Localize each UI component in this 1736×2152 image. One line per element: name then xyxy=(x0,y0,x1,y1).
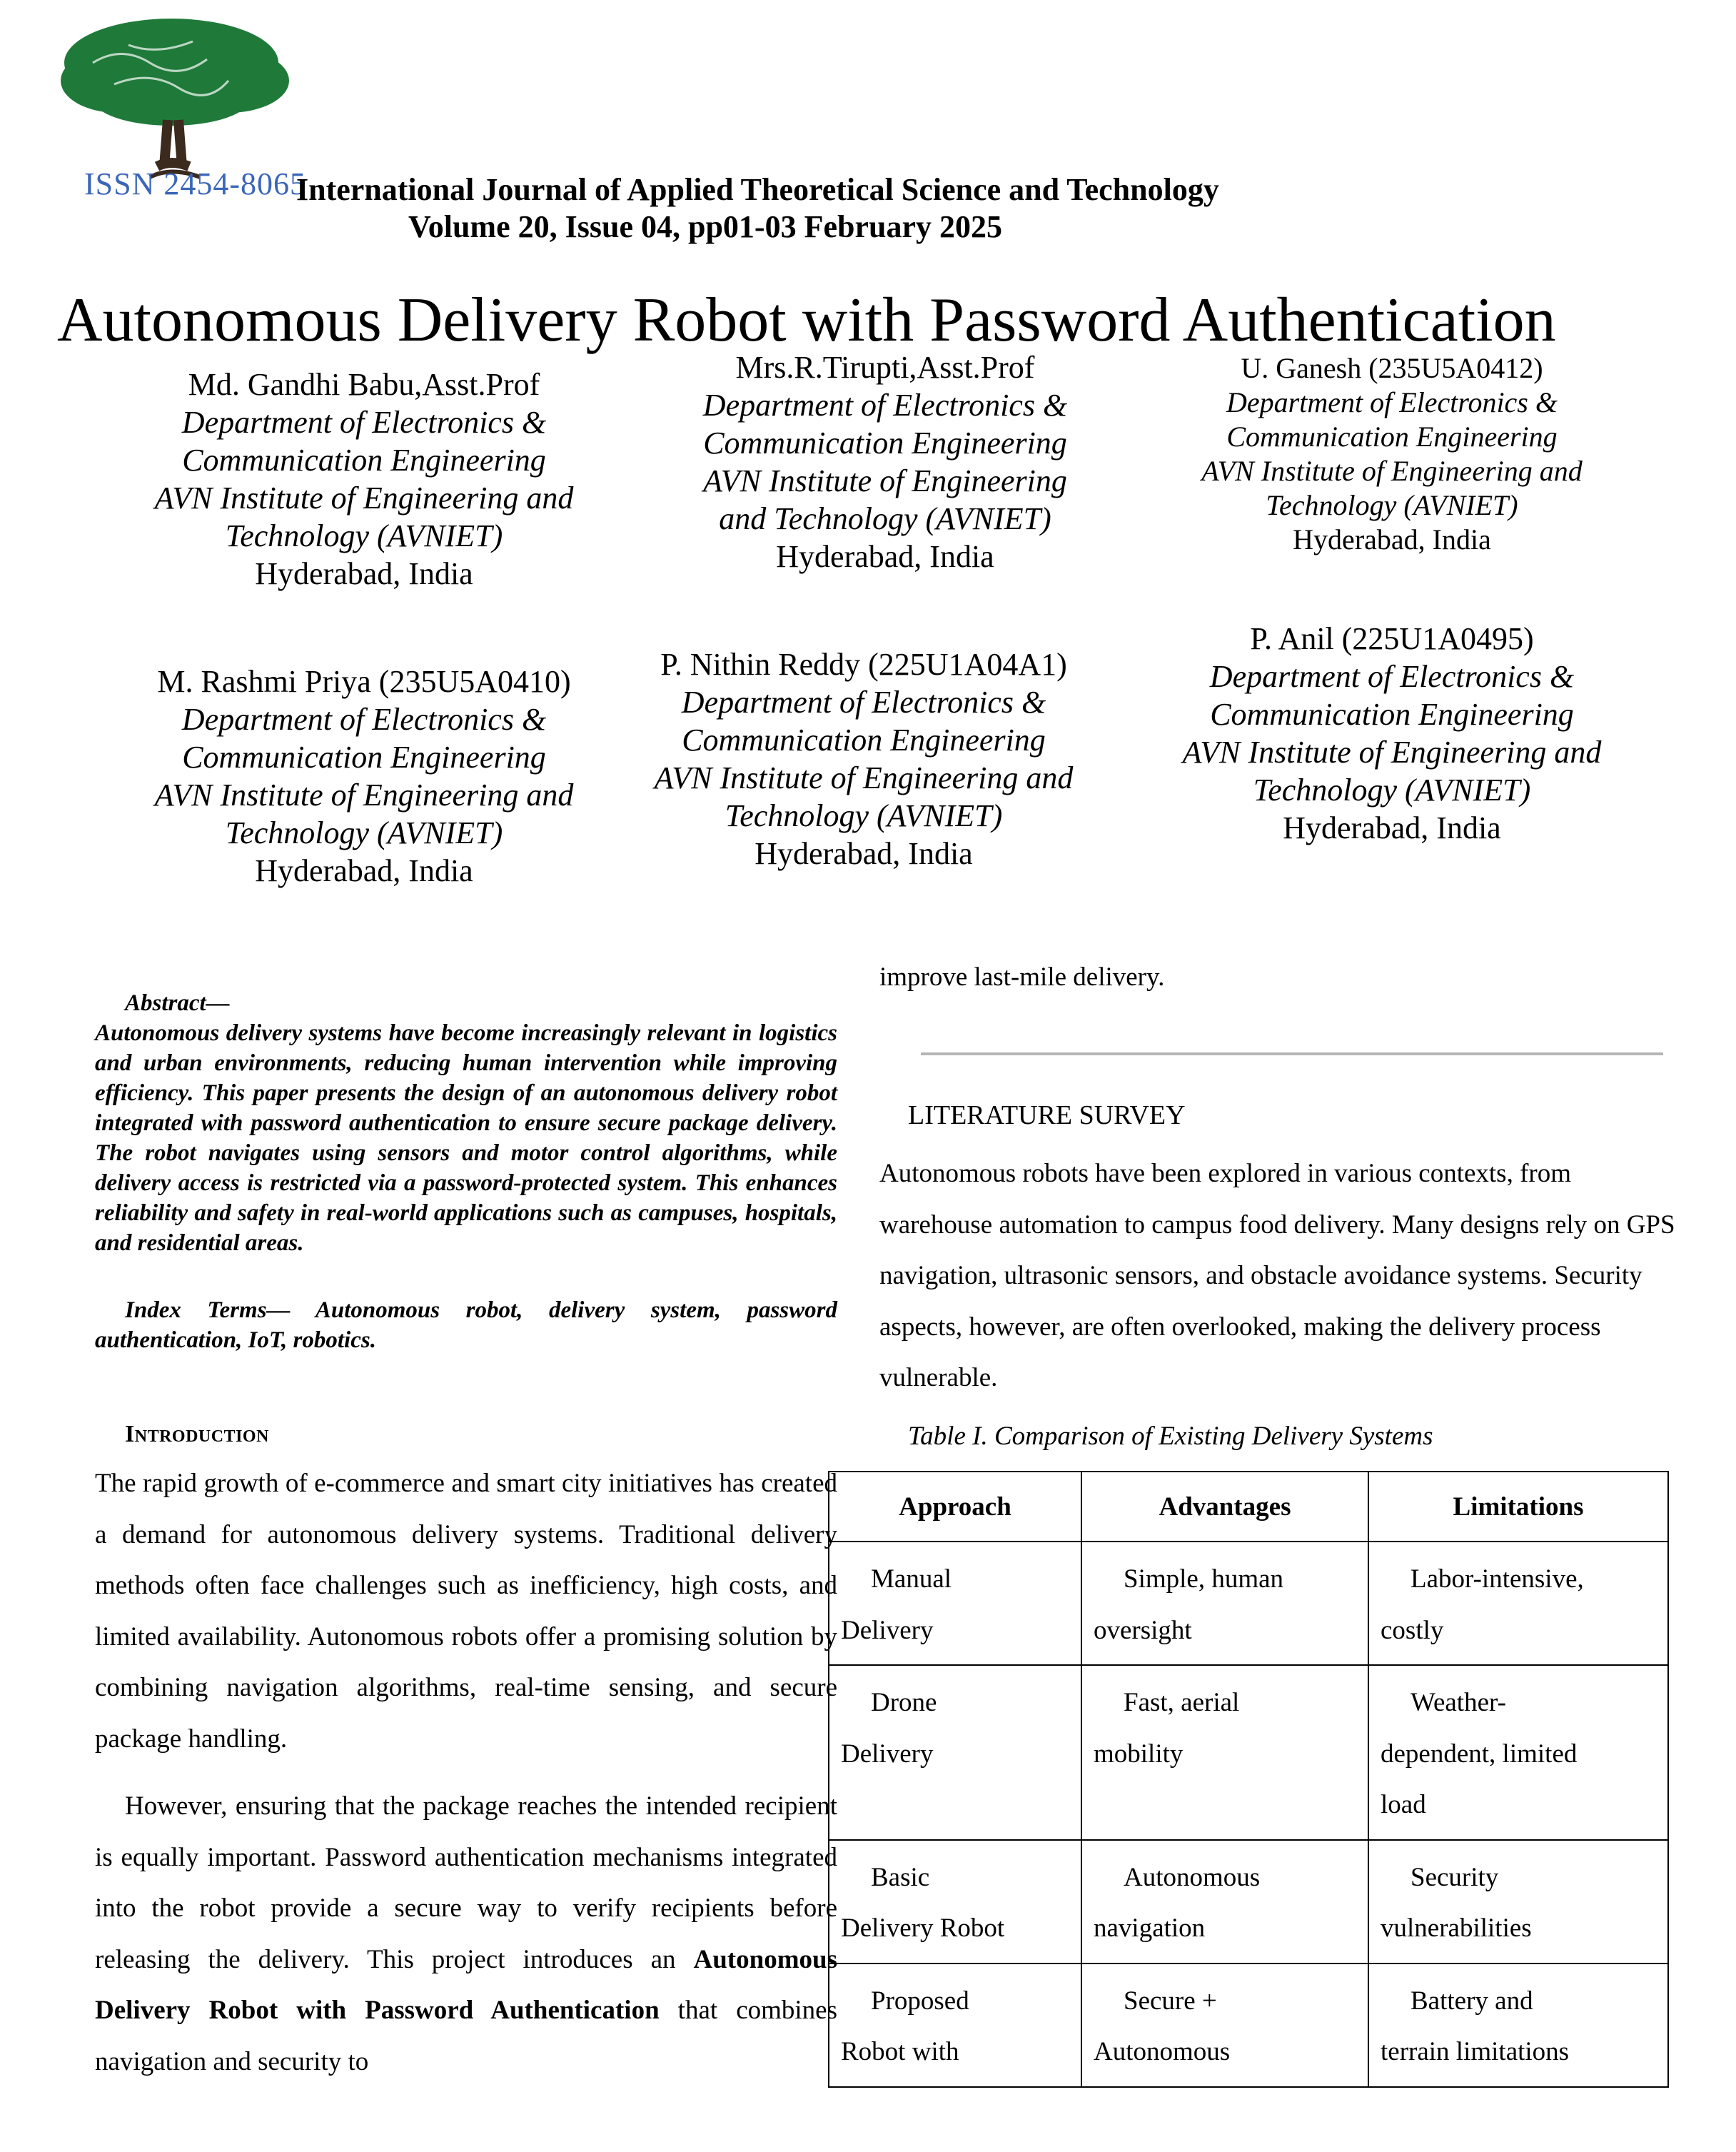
introduction-paragraph xyxy=(95,1781,837,2087)
table-cell-line: Autonomous xyxy=(1124,1862,1261,1892)
paragraph-emphasis: Autonomous Delivery Robot with Password Authentication xyxy=(95,1944,837,2025)
author-block xyxy=(1135,351,1649,557)
index-terms: Index Terms— Autonomous robot, delivery system, password authentication, IoT, robotics. xyxy=(95,1297,837,1353)
table-header-row xyxy=(829,1472,1668,1542)
table-cell xyxy=(1368,1964,1668,2087)
table-cell xyxy=(1368,1542,1668,1665)
author-name: U. Ganesh (235U5A0412) xyxy=(1241,352,1543,384)
author-institute: Technology (AVNIET) xyxy=(1253,773,1531,808)
literature-paragraph: Autonomous robots have been explored in various contexts, from warehouse automation to campus food delivery. Many designs rely on GPS navigation, ultrasonic sensors, and obstacle avoidance systems. Security aspects, however, are often overlooked, making the delivery process vulnerable. xyxy=(879,1159,1675,1392)
table-cell-line: Drone xyxy=(871,1688,937,1717)
author-institute: AVN Institute of Engineering and xyxy=(1182,735,1602,770)
table-cell-line: costly xyxy=(1381,1615,1444,1645)
author-block xyxy=(607,645,1121,873)
table-cell xyxy=(1081,1542,1368,1665)
author-block xyxy=(628,348,1142,575)
table-cell xyxy=(829,1964,1081,2087)
table-cell xyxy=(829,1542,1081,1665)
author-institute: AVN Institute of Engineering and xyxy=(154,778,574,813)
table-cell-line: Autonomous xyxy=(1094,2037,1231,2066)
table-cell-line: Weather- xyxy=(1410,1688,1506,1717)
author-dept: Department of Electronics & xyxy=(181,702,547,737)
table-cell-line: load xyxy=(1381,1790,1426,1819)
table-row xyxy=(829,1964,1668,2087)
continued-text: improve last-mile delivery. xyxy=(879,962,1165,992)
table-cell-line: Security xyxy=(1410,1862,1499,1892)
author-dept: Communication Engineering xyxy=(682,723,1046,758)
section-divider xyxy=(921,1052,1663,1055)
table-cell-line: Labor-intensive, xyxy=(1410,1564,1584,1594)
author-location: Hyderabad, India xyxy=(255,853,473,888)
author-institute: AVN Institute of Engineering and xyxy=(154,481,574,516)
author-dept: Department of Electronics & xyxy=(681,685,1046,720)
table-row xyxy=(829,1665,1668,1840)
paper-title: Autonomous Delivery Robot with Password Authentication xyxy=(57,286,1556,355)
author-name: P. Anil (225U1A0495) xyxy=(1250,621,1534,656)
paragraph-text: However, ensuring that the package reaches the intended recipient is equally important. Password authentication mechanisms integrated into the robot provide a secure way to verify recipients before releasing the delivery. This project introduces an xyxy=(95,1791,837,1974)
journal-name: International Journal of Applied Theoretical Science and Technology xyxy=(296,172,1219,207)
author-institute: and Technology (AVNIET) xyxy=(719,501,1051,536)
abstract xyxy=(95,988,837,1258)
issn-label: ISSN 2454-8065 xyxy=(84,166,307,201)
table-cell xyxy=(1081,1840,1368,1964)
author-institute: Technology (AVNIET) xyxy=(225,518,503,553)
table-cell-line: Secure + xyxy=(1124,1986,1217,2016)
table-row xyxy=(829,1542,1668,1665)
table-cell-line: Delivery xyxy=(841,1615,934,1645)
author-dept: Department of Electronics & xyxy=(1209,659,1575,694)
table-cell-line: navigation xyxy=(1094,1914,1206,1943)
author-name: Md. Gandhi Babu,Asst.Prof xyxy=(188,367,540,402)
author-location: Hyderabad, India xyxy=(1283,810,1501,845)
table-cell xyxy=(1368,1840,1668,1964)
author-dept: Communication Engineering xyxy=(182,443,546,478)
table-cell xyxy=(829,1665,1081,1840)
table-header-cell: Advantages xyxy=(1081,1472,1368,1542)
author-dept: Communication Engineering xyxy=(1226,421,1558,453)
author-name: P. Nithin Reddy (225U1A04A1) xyxy=(660,647,1067,682)
table-caption: Table I. Comparison of Existing Delivery Systems xyxy=(908,1422,1433,1451)
paragraph-text: that combines navigation and security to xyxy=(95,1996,837,2076)
comparison-table xyxy=(828,1471,1669,2088)
author-location: Hyderabad, India xyxy=(255,556,473,591)
author-location: Hyderabad, India xyxy=(1293,523,1491,555)
author-block xyxy=(1135,620,1649,847)
table-cell-line: mobility xyxy=(1094,1739,1184,1769)
introduction-paragraph: The rapid growth of e-commerce and smart city initiatives has created a demand for autonomous delivery systems. Traditional delivery methods often face challenges such as inefficiency, high costs, and limited availability. Autonomous robots offer a promising solution by combining navigation algorithms, real-time sensing, and secure package handling. xyxy=(95,1469,837,1754)
table-cell-line: vulnerabilities xyxy=(1381,1914,1532,1943)
author-name: M. Rashmi Priya (235U5A0410) xyxy=(157,664,571,699)
table-cell-line: Manual xyxy=(871,1564,952,1594)
table-cell xyxy=(1368,1665,1668,1840)
abstract-label: Abstract— xyxy=(125,990,230,1016)
table-header-cell: Approach xyxy=(829,1472,1081,1542)
abstract-text: Autonomous delivery systems have become increasingly relevant in logistics and urban environments, reducing human intervention while improving efficiency. This paper presents the design of an autonomous delivery robot integrated with password authentication to ensure secure package delivery. The robot navigates using sensors and motor control algorithms, while delivery access is restricted via a password-protected system. This enhances reliability and safety in real-world applications such as campuses, hospitals, and residential areas. xyxy=(95,1020,837,1256)
author-dept: Department of Electronics & xyxy=(1226,386,1558,418)
author-institute: Technology (AVNIET) xyxy=(1266,489,1518,521)
table-cell-line: Delivery xyxy=(841,1739,934,1769)
table-cell-line: Proposed xyxy=(871,1986,969,2016)
table-cell-line: Fast, aerial xyxy=(1124,1688,1240,1717)
table-cell xyxy=(829,1840,1081,1964)
author-institute: Technology (AVNIET) xyxy=(225,815,503,850)
author-institute: AVN Institute of Engineering and xyxy=(654,760,1074,795)
introduction-heading: Introduction xyxy=(125,1421,269,1447)
author-name: Mrs.R.Tirupti,Asst.Prof xyxy=(735,350,1035,385)
author-location: Hyderabad, India xyxy=(776,539,994,574)
literature-heading: LITERATURE SURVEY xyxy=(908,1100,1186,1130)
table-cell-line: terrain limitations xyxy=(1381,2037,1570,2066)
table-cell-line: Simple, human xyxy=(1124,1564,1284,1594)
table-cell xyxy=(1081,1665,1368,1840)
table-cell xyxy=(1081,1964,1368,2087)
author-dept: Communication Engineering xyxy=(1210,697,1574,732)
table-cell-line: Battery and xyxy=(1410,1986,1533,2016)
author-institute: Technology (AVNIET) xyxy=(725,798,1003,833)
table-cell-line: Robot with xyxy=(841,2037,959,2066)
author-block xyxy=(107,366,621,593)
volume-info: Volume 20, Issue 04, pp01-03 February 2025 xyxy=(408,209,1002,244)
author-institute: AVN Institute of Engineering xyxy=(703,463,1067,498)
author-block xyxy=(107,663,621,890)
author-dept: Department of Electronics & xyxy=(702,388,1068,423)
table-row xyxy=(829,1840,1668,1964)
table-header-cell: Limitations xyxy=(1368,1472,1668,1542)
author-location: Hyderabad, India xyxy=(755,836,973,871)
table-cell-line: oversight xyxy=(1094,1615,1192,1645)
table-cell-line: Basic xyxy=(871,1862,930,1892)
author-dept: Communication Engineering xyxy=(703,426,1067,461)
table-cell-line: Delivery Robot xyxy=(841,1914,1005,1943)
author-institute: AVN Institute of Engineering and xyxy=(1201,455,1583,487)
author-dept: Department of Electronics & xyxy=(181,405,547,440)
table-cell-line: dependent, limited xyxy=(1381,1739,1578,1769)
author-dept: Communication Engineering xyxy=(182,740,546,775)
